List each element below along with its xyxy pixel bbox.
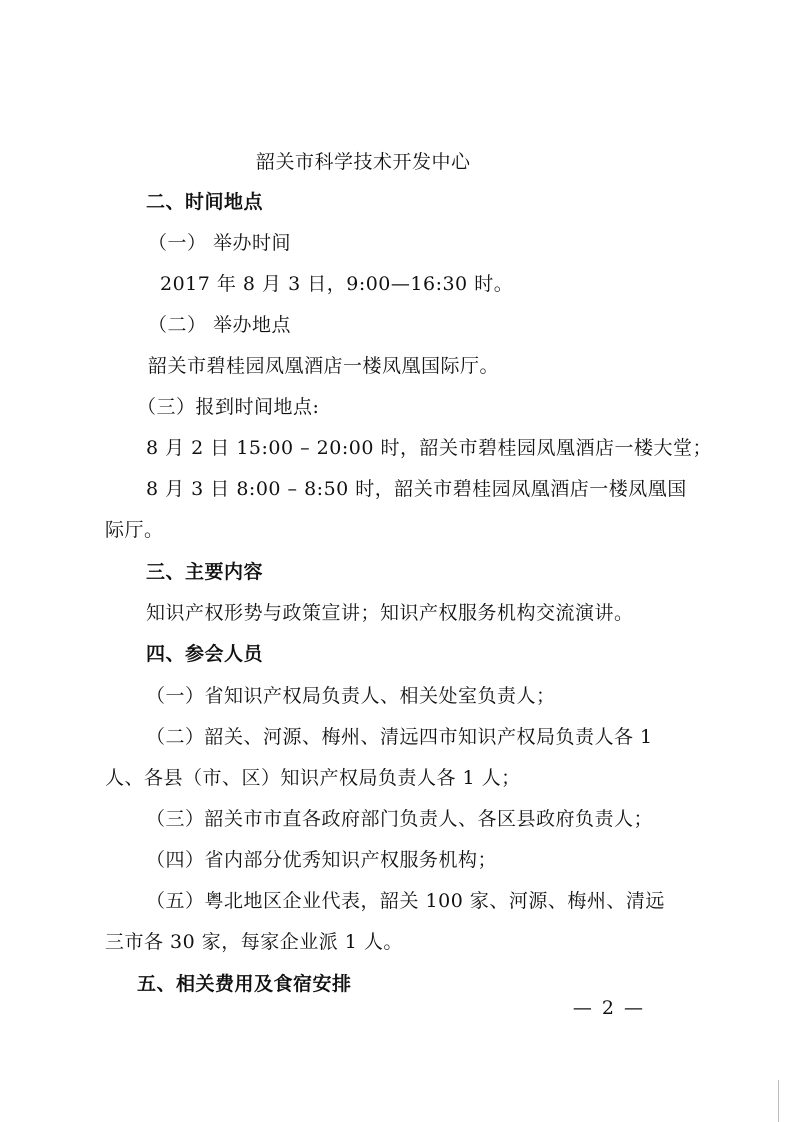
- section-two-sub2-text: 韶关市碧桂园凤凰酒店一楼凤凰国际厅。: [148, 355, 500, 377]
- page-number: — 2 —: [572, 997, 645, 1019]
- section-four-heading: 四、参会人员: [146, 643, 264, 665]
- scan-edge-mark: [778, 1080, 779, 1122]
- section-four-item-2-line-2: 人、各县（市、区）知识产权局负责人各 1 人；: [105, 767, 521, 789]
- section-five-heading: 五、相关费用及食宿安排: [137, 973, 352, 995]
- section-two-sub3-line-1: 8 月 2 日 15:00 – 20:00 时，韶关市碧桂园凤凰酒店一楼大堂；: [146, 437, 712, 459]
- section-two-sub1-text: 2017 年 8 月 3 日，9:00—16:30 时。: [160, 273, 514, 295]
- organizer-line: 韶关市科学技术开发中心: [256, 151, 471, 173]
- section-four-item-4: （四）省内部分优秀知识产权服务机构；: [146, 849, 498, 871]
- section-three-text: 知识产权形势与政策宣讲；知识产权服务机构交流演讲。: [146, 602, 634, 624]
- section-two-sub3-heading: （三）报到时间地点:: [137, 396, 320, 418]
- section-four-item-1: （一）省知识产权局负责人、相关处室负责人；: [146, 685, 556, 707]
- section-three-heading: 三、主要内容: [146, 561, 264, 583]
- section-four-item-5-line-2: 三市各 30 家，每家企业派 1 人。: [105, 931, 403, 953]
- section-two-heading: 二、时间地点: [146, 191, 264, 213]
- section-four-item-5-line-1: （五）粤北地区企业代表，韶关 100 家、河源、梅州、清远: [146, 890, 665, 912]
- section-two-sub3-line-3: 际厅。: [105, 519, 164, 541]
- section-two-sub1-heading: （一） 举办时间: [148, 232, 292, 254]
- section-two-sub3-line-2: 8 月 3 日 8:00 – 8:50 时，韶关市碧桂园凤凰酒店一楼凤凰国: [146, 478, 687, 500]
- section-four-item-2-line-1: （二）韶关、河源、梅州、清远四市知识产权局负责人各 1: [146, 726, 653, 748]
- section-two-sub2-heading: （二） 举办地点: [148, 314, 292, 336]
- section-four-item-3: （三）韶关市市直各政府部门负责人、各区县政府负责人；: [146, 808, 654, 830]
